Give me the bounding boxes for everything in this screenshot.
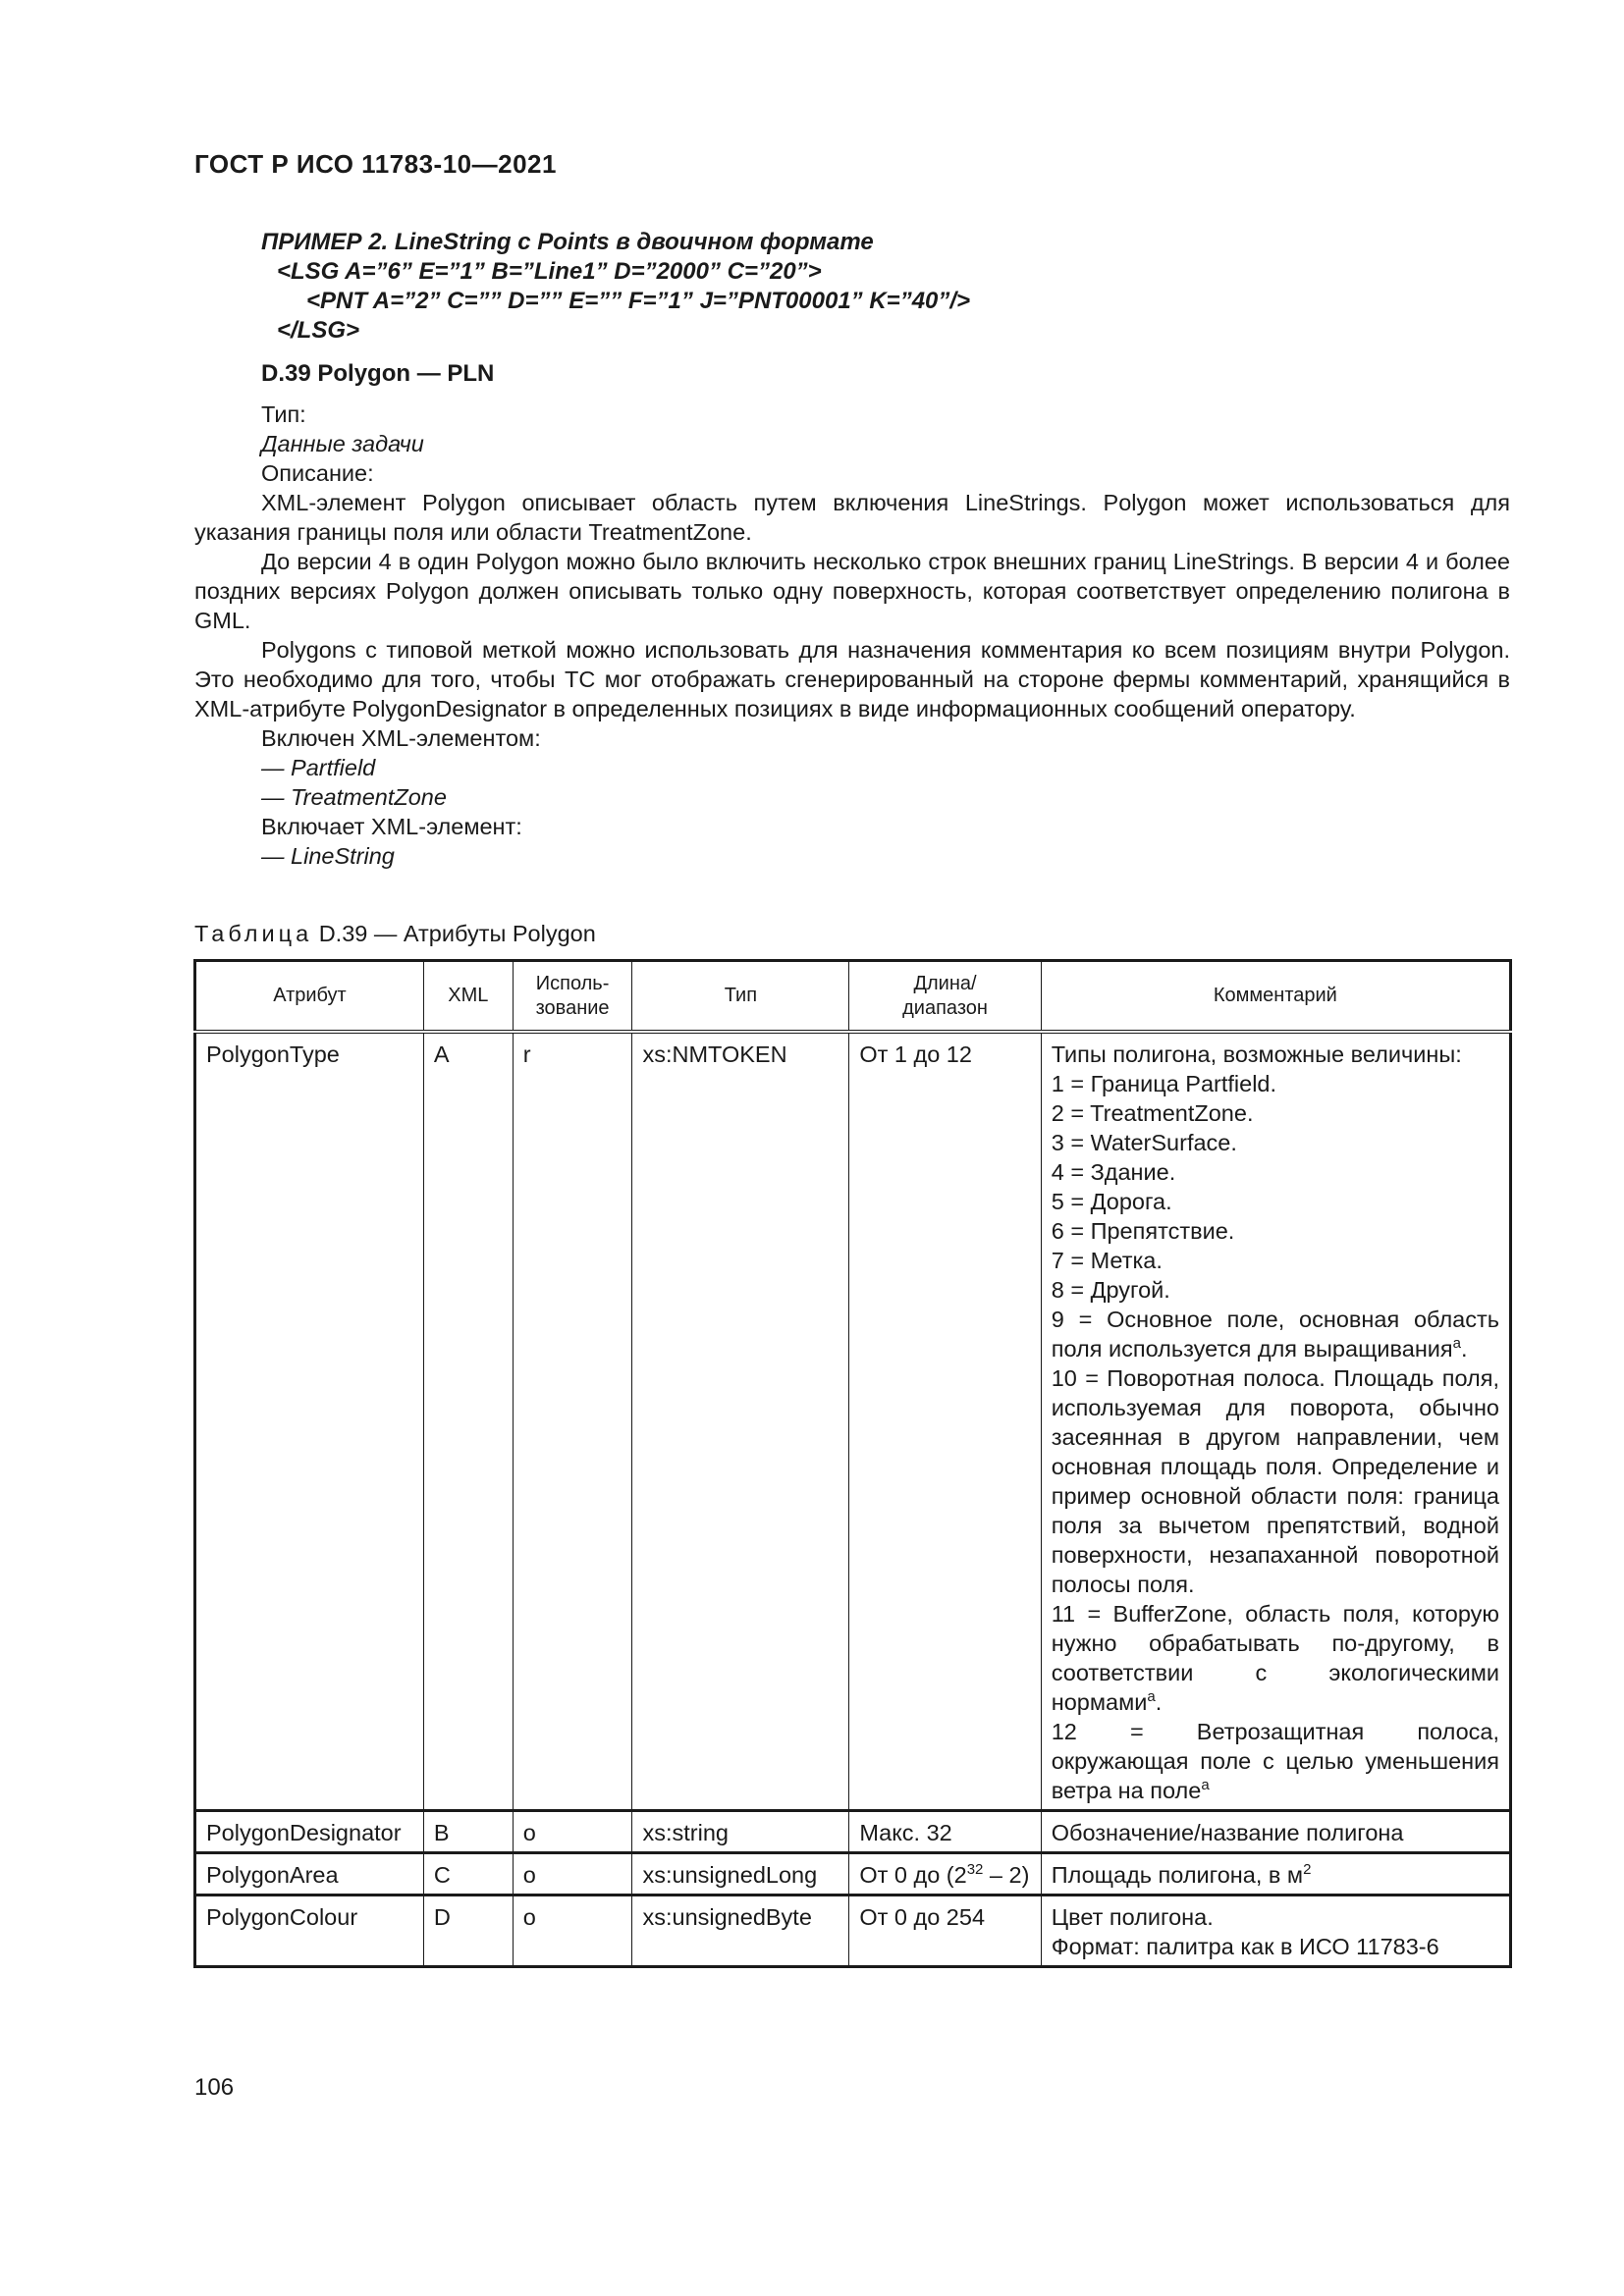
includes-label: Включает XML-элемент:	[261, 814, 522, 839]
column-header: Атрибут	[195, 961, 424, 1033]
range-exponent: 32	[966, 1861, 984, 1879]
description-paragraph: До версии 4 в один Polygon можно было включить несколько строк внешних границ LineStrings. В версии 4 и более поздних версиях Polygon должен описывать только одну поверхность, которая соответствует определению полигона в GML.	[194, 549, 1510, 633]
cell-comment	[1041, 1853, 1510, 1896]
cell-xml: C	[423, 1853, 513, 1896]
comment-line: 4 = Здание.	[1051, 1159, 1176, 1185]
cell-xml: B	[423, 1811, 513, 1853]
cell-attribute: PolygonColour	[195, 1896, 424, 1967]
table-row	[195, 1032, 1511, 1811]
cell-usage: o	[513, 1853, 632, 1896]
column-header-text: Длина/ диапазон	[902, 972, 988, 1019]
comment-text: Площадь полигона, в м	[1051, 1862, 1304, 1888]
column-header: XML	[423, 961, 513, 1033]
comment-line: 1 = Граница Partfield.	[1051, 1071, 1277, 1096]
table-caption-prefix: Таблица	[194, 921, 313, 946]
table-row	[195, 1896, 1511, 1967]
cell-attribute: PolygonDesignator	[195, 1811, 424, 1853]
comment-line: 3 = WaterSurface.	[1051, 1130, 1237, 1155]
footnote-mark: a	[1452, 1335, 1461, 1353]
cell-type: xs:NMTOKEN	[632, 1032, 849, 1811]
cell-usage: o	[513, 1896, 632, 1967]
comment-line: 10 = Поворотная полоса. Площадь поля, используемая для поворота, обычно засеянная в другом направлении, чем основная площадь поля. Определение и пример основной области поля: граница поля за вычетом препятствий, водной поверхности, незапаханной поворотной полосы поля.	[1051, 1365, 1499, 1597]
cell-usage: o	[513, 1811, 632, 1853]
attributes-table	[193, 959, 1512, 1968]
comment-line: Формат: палитра как в ИСО 11783-6	[1051, 1934, 1439, 1959]
footnote-mark: a	[1201, 1777, 1210, 1794]
example-block	[261, 228, 970, 346]
table-header-row	[195, 961, 1511, 1033]
example-title: ПРИМЕР 2. LineString с Points в двоичном формате	[261, 229, 874, 255]
cell-range: От 1 до 12	[849, 1032, 1041, 1811]
table-caption	[194, 921, 596, 947]
column-header-text: Исполь- зование	[535, 972, 610, 1019]
section-body	[194, 400, 1510, 871]
included-by-item: — Partfield	[261, 755, 376, 780]
includes-item: — LineString	[261, 843, 395, 869]
unit-exponent: 2	[1303, 1861, 1312, 1879]
document-header: ГОСТ Р ИСО 11783-10—2021	[194, 149, 557, 179]
comment-line: 9 = Основное поле, основная область поля используется для выращивания$^a$.	[1051, 1307, 1499, 1362]
description-paragraph: XML-элемент Polygon описывает область путем включения LineStrings. Polygon может использоваться для указания границы поля или области TreatmentZone.	[194, 490, 1510, 545]
example-code-line: <PNT A=”2” C=”” D=”” E=”” F=”1” J=”PNT00001” K=”40”/>	[306, 288, 971, 314]
included-by-item: — TreatmentZone	[261, 784, 447, 810]
type-label: Тип:	[261, 401, 306, 427]
column-header: Тип	[632, 961, 849, 1033]
cell-xml: D	[423, 1896, 513, 1967]
cell-xml: A	[423, 1032, 513, 1811]
cell-comment	[1041, 1032, 1510, 1811]
footnote-mark: a	[1147, 1688, 1156, 1706]
comment-line: 2 = TreatmentZone.	[1051, 1100, 1254, 1126]
column-header: Комментарий	[1041, 961, 1510, 1033]
cell-range: Макс. 32	[849, 1811, 1041, 1853]
comment-text: 9 = Основное поле, основная область поля используется для выращивания	[1051, 1307, 1499, 1362]
comment-line: 11 = BufferZone, область поля, которую нужно обрабатывать по-другому, в соответствии с экологическими нормами$^a$.	[1051, 1601, 1499, 1715]
included-by-label: Включен XML-элементом:	[261, 725, 541, 751]
cell-type: xs:unsignedLong	[632, 1853, 849, 1896]
range-text: – 2)	[983, 1862, 1030, 1888]
cell-range	[849, 1853, 1041, 1896]
cell-type: xs:unsignedByte	[632, 1896, 849, 1967]
comment-line: 6 = Препятствие.	[1051, 1218, 1235, 1244]
range-text: От 0 до (2	[859, 1862, 967, 1888]
table-caption-text: D.39 — Атрибуты Polygon	[318, 921, 596, 946]
description-paragraph: Polygons с типовой меткой можно использовать для назначения комментария ко всем позициям внутри Polygon. Это необходимо для того, чтобы ТС мог отображать сгенерированный на стороне фермы комментарий, хранящийся в XML-атрибуте PolygonDesignator в определенных позициях в виде информационных сообщений оператору.	[194, 637, 1510, 721]
column-header	[849, 961, 1041, 1033]
comment-line: 8 = Другой.	[1051, 1277, 1170, 1303]
description-label: Описание:	[261, 460, 374, 486]
column-header	[513, 961, 632, 1033]
section-title: D.39 Polygon — PLN	[261, 360, 495, 387]
cell-comment: Обозначение/название полигона	[1041, 1811, 1510, 1853]
comment-line: 7 = Метка.	[1051, 1248, 1163, 1273]
cell-attribute: PolygonArea	[195, 1853, 424, 1896]
cell-type: xs:string	[632, 1811, 849, 1853]
comment-line: 5 = Дорога.	[1051, 1189, 1172, 1214]
comment-line: Типы полигона, возможные величины:	[1051, 1041, 1462, 1067]
example-code-line: </LSG>	[277, 317, 360, 344]
comment-line: Цвет полигона.	[1051, 1904, 1214, 1930]
page-number: 106	[194, 2074, 235, 2101]
comment-text: 12 = Ветрозащитная полоса, окружающая поле с целью уменьшения ветра на поле	[1051, 1719, 1499, 1803]
comment-text: 11 = BufferZone, область поля, которую нужно обрабатывать по-другому, в соответствии с экологическими нормами	[1051, 1601, 1499, 1715]
type-value: Данные задачи	[261, 431, 424, 456]
example-code-line: <LSG A=”6” E=”1” B=”Line1” D=”2000” C=”20”>	[277, 258, 822, 285]
table-row	[195, 1811, 1511, 1853]
cell-comment	[1041, 1896, 1510, 1967]
comment-line	[1052, 1717, 1499, 1805]
cell-range: От 0 до 254	[849, 1896, 1041, 1967]
cell-usage: r	[513, 1032, 632, 1811]
cell-attribute: PolygonType	[195, 1032, 424, 1811]
table-row	[195, 1853, 1511, 1896]
